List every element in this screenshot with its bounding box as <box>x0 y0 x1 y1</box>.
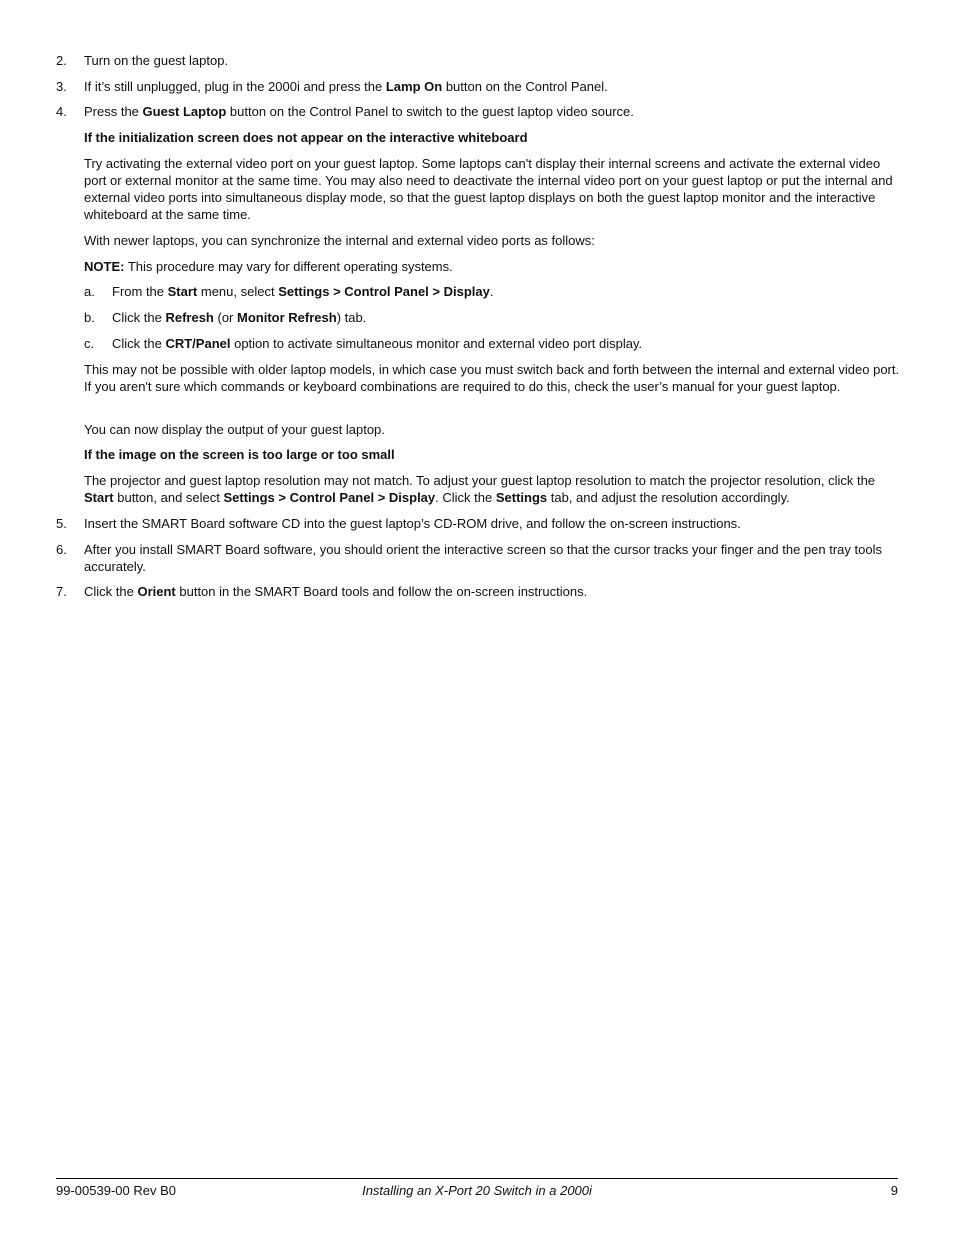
paragraph: Try activating the external video port on your guest laptop. Some laptops can't display their internal screens and activate the external video port or external monitor at the same time. You may also need to deactivate the internal video port on your guest laptop or put the internal and external video ports into simultaneous display mode, so that the guest laptop displays on both the guest laptop monitor and the interactive whiteboard at the same time. <box>84 156 893 222</box>
bold-run: Settings > Control Panel > Display <box>278 284 490 299</box>
text-run: menu, select <box>197 284 279 299</box>
text-run: . Click the <box>435 490 496 505</box>
text-run: tab, and adjust the resolution accordingly. <box>547 490 790 505</box>
step-number: 5. <box>56 516 67 531</box>
sub-step-label: c. <box>84 336 95 351</box>
text-run: . <box>489 284 494 299</box>
paragraph <box>84 472 900 506</box>
step-6-text: After you install SMART Board software, you should orient the interactive screen so that the cursor tracks your finger and the pen tray tools accurately. <box>84 542 882 574</box>
section-heading-image-size: If the image on the screen is too large or too small <box>84 447 395 462</box>
paragraph: With newer laptops, you can synchronize the internal and external video ports as follows: <box>84 233 595 248</box>
note-label: NOTE: <box>84 259 125 274</box>
text-run: option to activate simultaneous monitor and external video port display. <box>230 336 643 351</box>
footer-page-number: 9 <box>890 1183 898 1198</box>
sub-step-c-text <box>112 335 900 352</box>
step-number: 3. <box>56 79 67 94</box>
step-number: 7. <box>56 584 67 599</box>
bold-run: Start <box>167 284 198 299</box>
bold-run: Guest Laptop <box>142 104 227 119</box>
note <box>84 258 900 275</box>
step-number: 6. <box>56 542 67 557</box>
footer-doc-number: 99-00539-00 Rev B0 <box>56 1183 176 1198</box>
bold-run: Monitor Refresh <box>237 310 337 325</box>
step-number: 2. <box>56 53 67 68</box>
step-3-text <box>84 78 900 95</box>
text-run: button on the Control Panel to switch to the guest laptop video source. <box>226 104 634 119</box>
bold-run: Lamp On <box>385 79 443 94</box>
step-7-text <box>84 583 900 600</box>
sub-step-b-text <box>112 309 900 326</box>
bold-run: Orient <box>137 584 176 599</box>
text-run: Press the <box>84 104 143 119</box>
step-4-text <box>84 103 900 120</box>
paragraph: You can now display the output of your guest laptop. <box>84 422 385 437</box>
paragraph: This may not be possible with older laptop models, in which case you must switch back and forth between the internal and external video port. If you aren't sure which commands or keyboard combinations are required to do this, check the user’s manual for your guest laptop. <box>84 362 900 394</box>
text-run: The projector and guest laptop resolution may not match. To adjust your guest laptop resolution to match the projector resolution, click the <box>84 473 876 488</box>
text-run: ) tab. <box>336 310 367 325</box>
sub-step-a-text <box>112 283 900 300</box>
step-2-text: Turn on the guest laptop. <box>84 53 229 68</box>
footer-title: Installing an X-Port 20 Switch in a 2000i <box>362 1183 592 1198</box>
bold-run: Refresh <box>165 310 214 325</box>
sub-step-label: a. <box>84 284 95 299</box>
text-run: From the <box>112 284 168 299</box>
footer-divider <box>56 1178 898 1179</box>
step-5-text: Insert the SMART Board software CD into the guest laptop’s CD-ROM drive, and follow the on-screen instructions. <box>84 516 741 531</box>
bold-run: Settings <box>495 490 548 505</box>
text-run: Click the <box>112 336 166 351</box>
text-run: Click the <box>84 584 138 599</box>
text-run: button on the Control Panel. <box>442 79 608 94</box>
bold-run: Start <box>84 490 114 505</box>
bold-run: Settings > Control Panel > Display <box>223 490 436 505</box>
note-text: This procedure may vary for different operating systems. <box>124 259 453 274</box>
sub-step-label: b. <box>84 310 95 325</box>
text-run: If it’s still unplugged, plug in the 2000i and press the <box>84 79 386 94</box>
text-run: button in the SMART Board tools and follow the on-screen instructions. <box>175 584 588 599</box>
section-heading-initialization: If the initialization screen does not appear on the interactive whiteboard <box>84 130 528 145</box>
bold-run: CRT/Panel <box>165 336 231 351</box>
text-run: button, and select <box>113 490 224 505</box>
text-run: (or <box>213 310 238 325</box>
step-number: 4. <box>56 104 67 119</box>
text-run: Click the <box>112 310 166 325</box>
